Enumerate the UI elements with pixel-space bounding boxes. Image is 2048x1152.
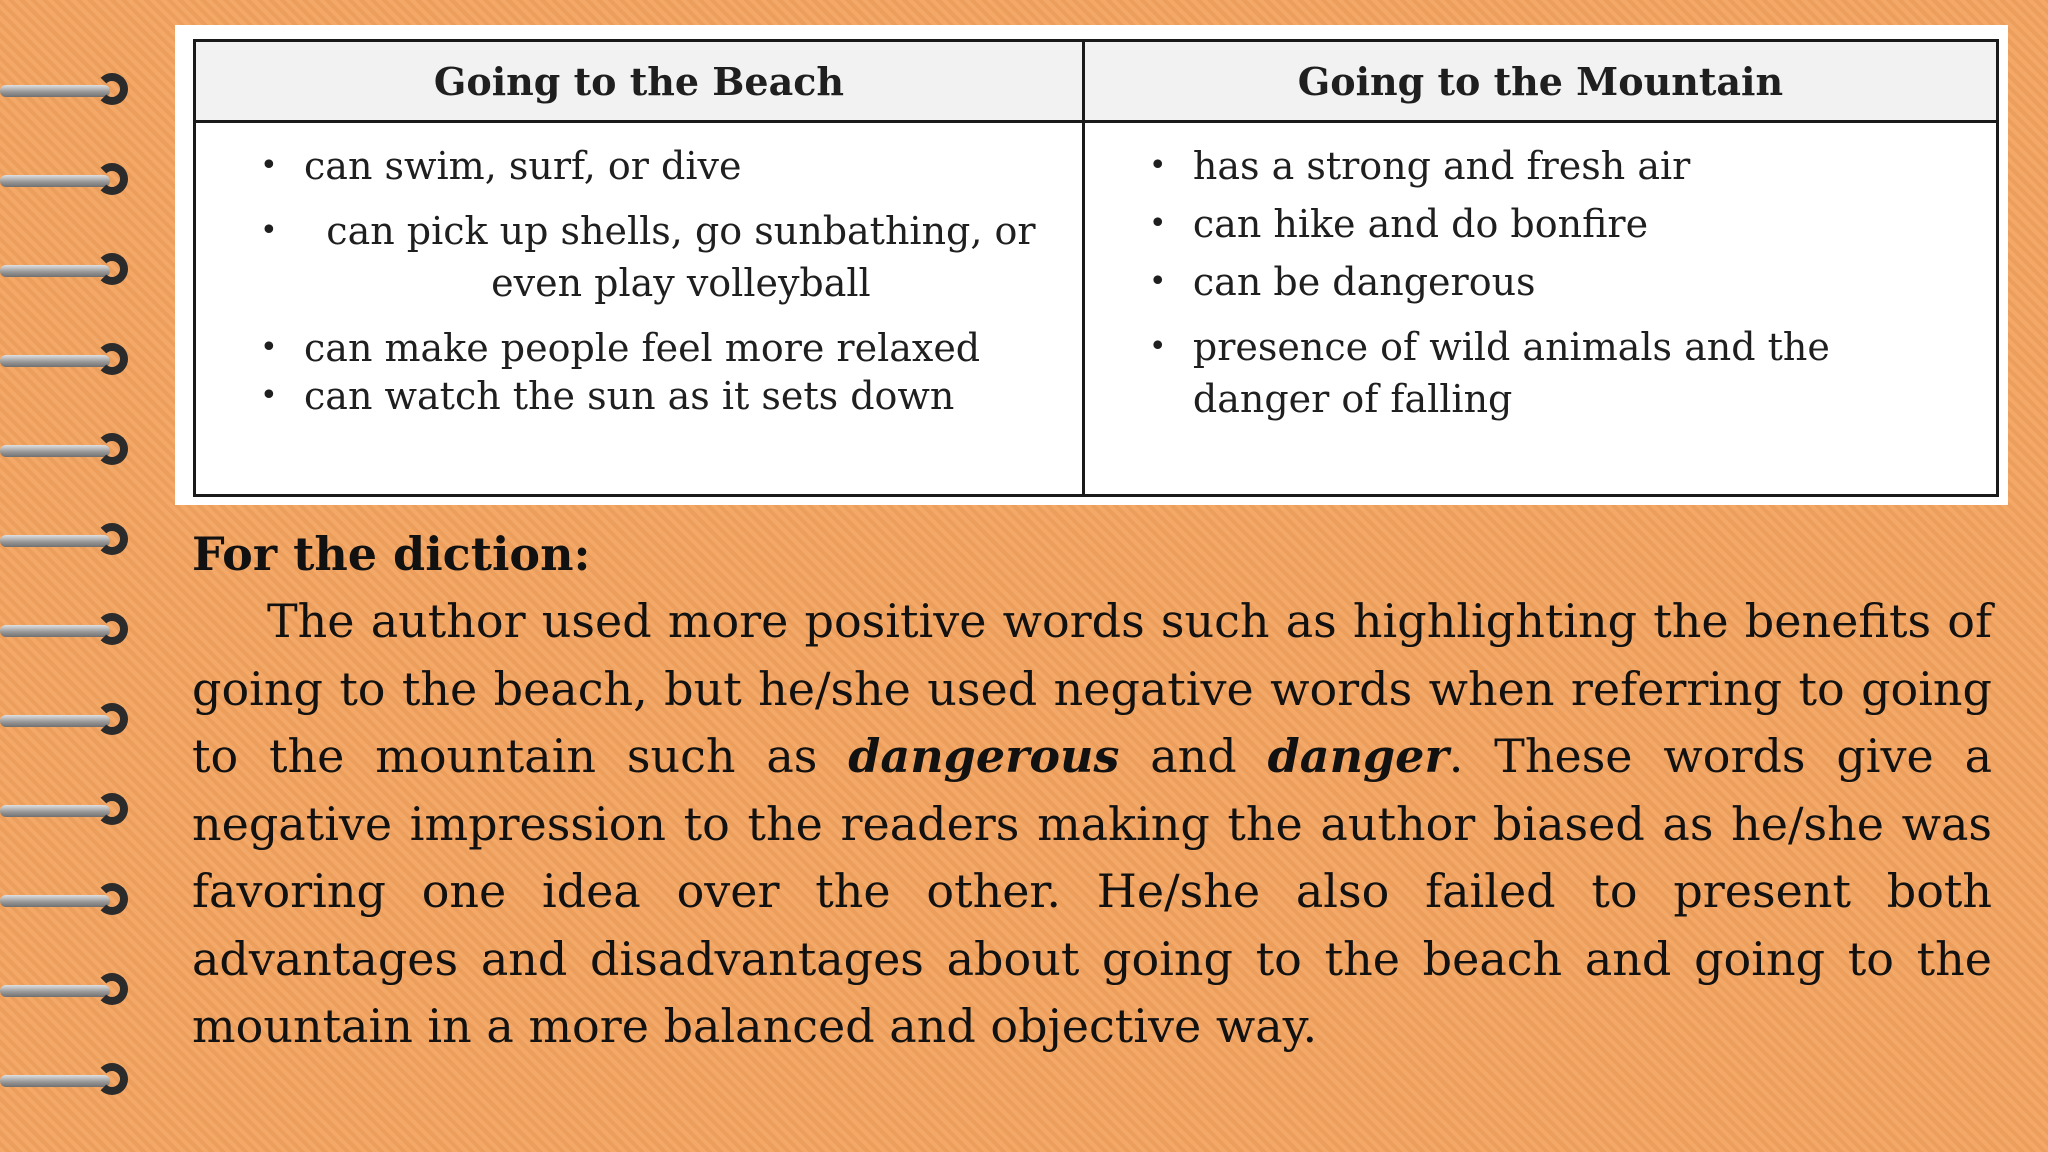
- diction-text-3: . These words give a negative impression to the readers making the author biased as he/she was favoring one idea over the other. He/she also failed to present both advantages and disadvantages about going to the beach and going to the mountain in a more balanced and objective way.: [192, 729, 1992, 1053]
- list-item: • can swim, surf, or dive: [260, 137, 1058, 195]
- ring-loop: [96, 613, 128, 645]
- ring-wire: [0, 985, 110, 997]
- list-item: • has a strong and fresh air: [1149, 137, 1972, 195]
- ring-wire: [0, 535, 110, 547]
- ring-wire: [0, 1075, 110, 1087]
- diction-paragraph: [192, 588, 1992, 1061]
- binding-ring: [0, 425, 150, 475]
- header-beach: Going to the Beach: [195, 41, 1084, 122]
- diction-heading: For the diction:: [192, 527, 591, 581]
- beach-cell: [195, 122, 1084, 496]
- diction-text-2: and: [1119, 729, 1268, 783]
- binding-ring: [0, 785, 150, 835]
- ring-loop: [96, 1063, 128, 1095]
- comparison-table: [193, 39, 1999, 497]
- binding-ring: [0, 245, 150, 295]
- binding-ring: [0, 155, 150, 205]
- binding-ring: [0, 875, 150, 925]
- mountain-list: [1149, 137, 1972, 425]
- mountain-cell: [1083, 122, 1997, 496]
- binding-ring: [0, 515, 150, 565]
- binding-ring: [0, 965, 150, 1015]
- binding-ring: [0, 65, 150, 115]
- emphasis-danger: danger: [1267, 729, 1449, 783]
- diction-text-1: The author used more positive words such as highlighting the benefits of going to the beach, but he/she used negative words when referring to going to the mountain such as: [192, 594, 1992, 783]
- ring-wire: [0, 355, 110, 367]
- ring-wire: [0, 625, 110, 637]
- ring-wire: [0, 895, 110, 907]
- ring-wire: [0, 85, 110, 97]
- ring-loop: [96, 73, 128, 105]
- list-item: • can hike and do bonfire: [1149, 195, 1972, 253]
- emphasis-dangerous: dangerous: [848, 729, 1120, 783]
- diction-section: [192, 520, 1992, 1061]
- ring-loop: [96, 523, 128, 555]
- comparison-table-frame: [175, 25, 2008, 505]
- list-item: • can pick up shells, go sunbathing, or even play volleyball: [260, 205, 1058, 309]
- binding-ring: [0, 1055, 150, 1105]
- list-item: • can make people feel more relaxed: [260, 319, 1058, 377]
- ring-loop: [96, 433, 128, 465]
- binding-ring: [0, 605, 150, 655]
- ring-wire: [0, 175, 110, 187]
- ring-loop: [96, 253, 128, 285]
- binding-ring: [0, 695, 150, 745]
- ring-loop: [96, 973, 128, 1005]
- ring-wire: [0, 715, 110, 727]
- ring-loop: [96, 343, 128, 375]
- ring-loop: [96, 883, 128, 915]
- table-header-row: [195, 41, 1998, 122]
- binding-ring: [0, 335, 150, 385]
- ring-loop: [96, 703, 128, 735]
- list-item: • can watch the sun as it sets down: [260, 367, 1058, 425]
- beach-list: [260, 137, 1058, 425]
- ring-wire: [0, 445, 110, 457]
- ring-loop: [96, 793, 128, 825]
- ring-wire: [0, 805, 110, 817]
- spiral-binding: [0, 0, 150, 1152]
- header-mountain: Going to the Mountain: [1083, 41, 1997, 122]
- ring-wire: [0, 265, 110, 277]
- table-body-row: [195, 122, 1998, 496]
- list-item: • presence of wild animals and the danger of falling: [1149, 321, 1972, 425]
- list-item: • can be dangerous: [1149, 253, 1972, 311]
- ring-loop: [96, 163, 128, 195]
